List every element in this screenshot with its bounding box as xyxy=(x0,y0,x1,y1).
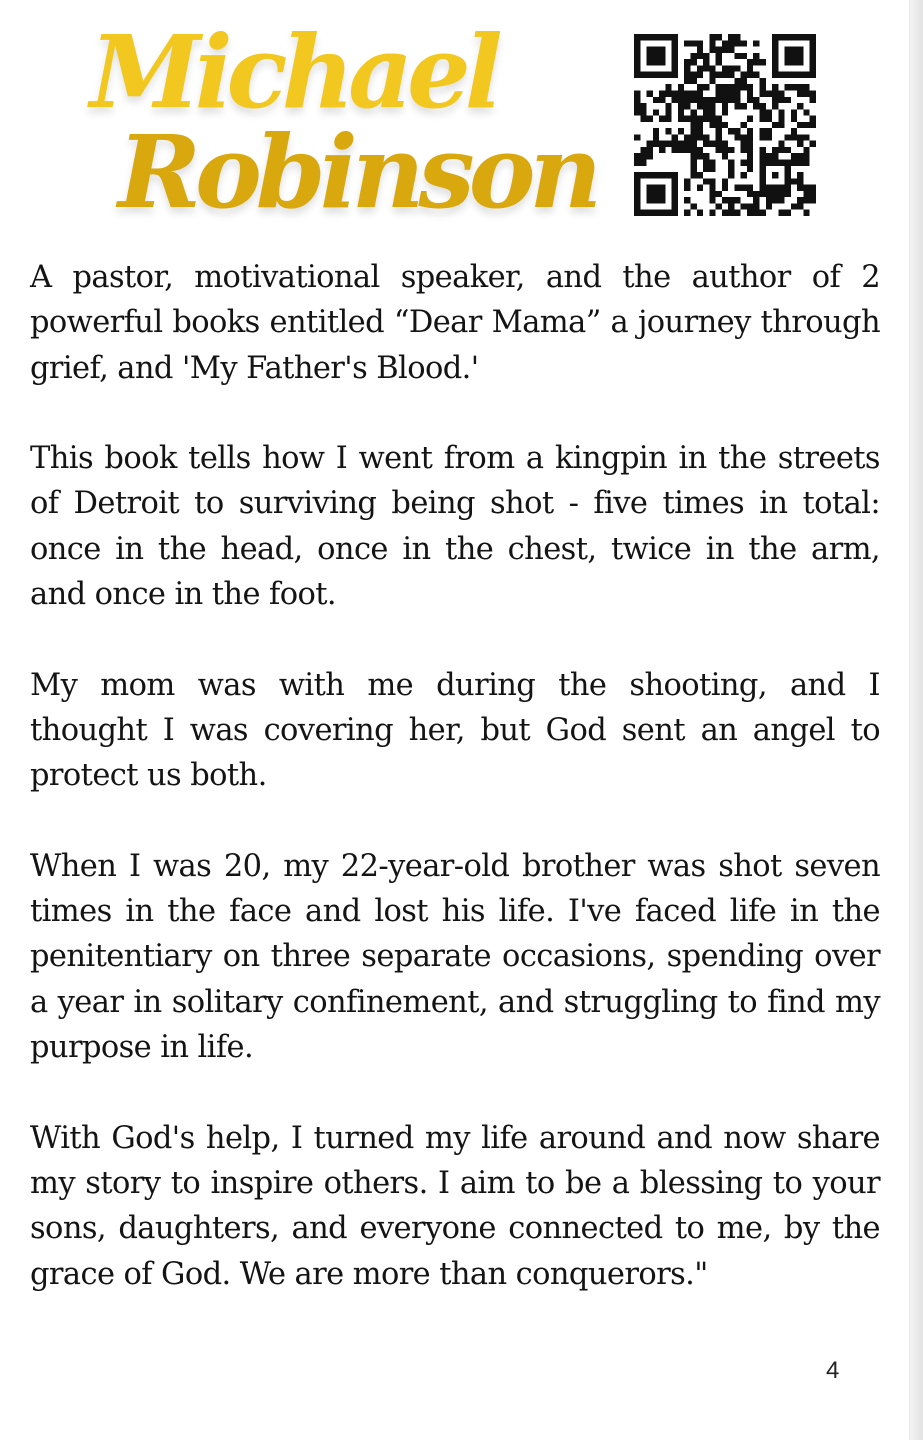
page-edge xyxy=(909,0,923,1440)
author-last-name: Robinson xyxy=(118,113,597,231)
author-name-logo xyxy=(78,14,608,229)
biography-text xyxy=(30,255,880,1342)
page-number: 4 xyxy=(826,1357,840,1384)
paragraph-4: When I was 20, my 22-year-old brother was shot seven times in the face and lost his life. I've faced life in the penitentiary on three separate occasions, spending over a year in solitary confinement, and struggling to find my purpose in life. xyxy=(30,848,880,1066)
paragraph-2: This book tells how I went from a kingpin in the streets of Detroit to surviving being shot - five times in total: once in the head, once in the chest, twice in the arm, and once in the foot. xyxy=(30,441,880,613)
paragraph-1: A pastor, motivational speaker, and the author of 2 powerful books entitled “Dear Mama” a journey through grief, and 'My Father's Blood.' xyxy=(30,260,880,386)
author-first-name: Michael xyxy=(90,13,497,131)
qr-code-icon[interactable] xyxy=(634,34,816,216)
paragraph-3: My mom was with me during the shooting, and I thought I was covering her, but God sent an angel to protect us both. xyxy=(30,667,880,794)
paragraph-5: With God's help, I turned my life around and now share my story to inspire others. I aim to be a blessing to your sons, daughters, and everyone connected to me, by the grace of God. We are more than conquerors." xyxy=(30,1120,880,1292)
